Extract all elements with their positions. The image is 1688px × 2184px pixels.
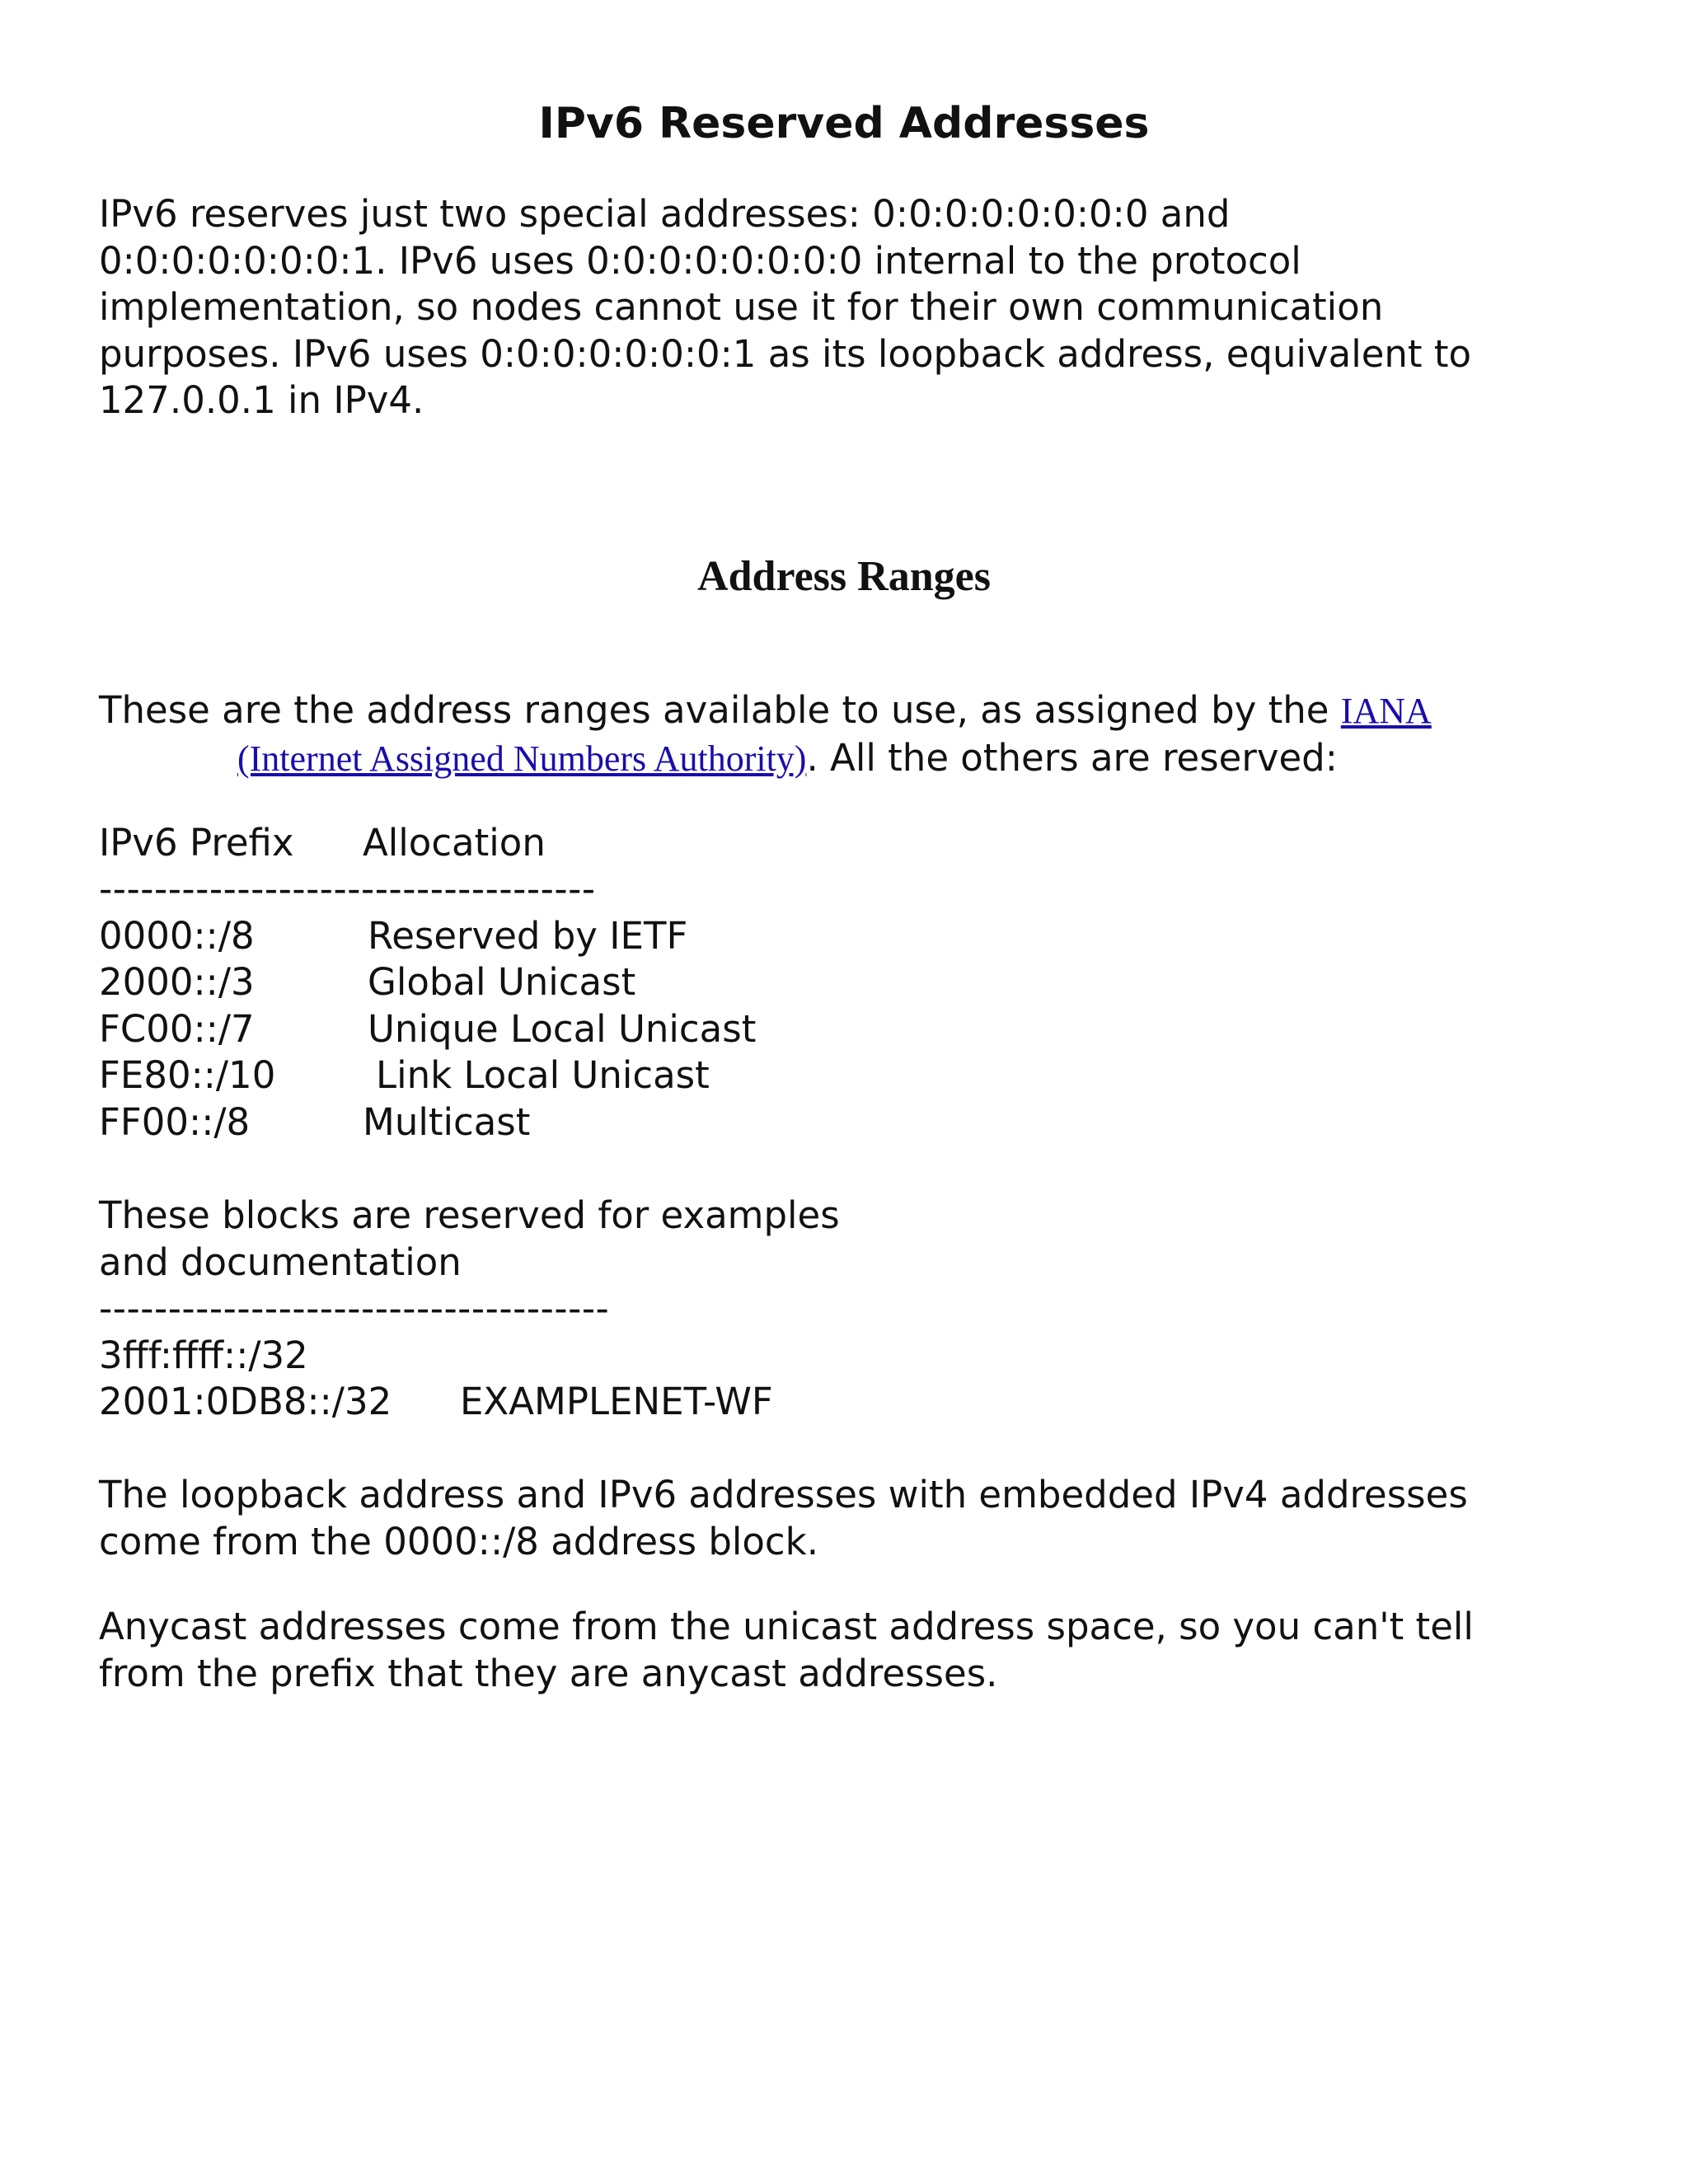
- anycast-line-2: from the prefix that they are anycast addresses.: [99, 1651, 998, 1695]
- loopback-line-2: come from the 0000::/8 address block.: [99, 1519, 819, 1563]
- intro-line-1: IPv6 reserves just two special addresses: 0:0:0:0:0:0:0:0 and: [99, 192, 1231, 236]
- row-prefix: 0000::/8: [99, 914, 255, 958]
- row-allocation: EXAMPLENET-WF: [460, 1380, 773, 1423]
- table1-rule: ------------------------------------: [99, 867, 596, 911]
- intro-paragraph: [99, 191, 1615, 424]
- ranges-intro-tail: . All the others are reserved:: [806, 735, 1338, 780]
- row-allocation: Global Unicast: [368, 960, 636, 1004]
- intro-line-3: implementation, so nodes cannot use it for their own communication: [99, 285, 1384, 329]
- row-allocation: Link Local Unicast: [376, 1053, 710, 1097]
- intro-line-2: 0:0:0:0:0:0:0:1. IPv6 uses 0:0:0:0:0:0:0:0 internal to the protocol: [99, 238, 1301, 283]
- header-allocation: Allocation: [363, 821, 546, 865]
- row-prefix: FE80::/10: [99, 1053, 276, 1097]
- ranges-intro-text: These are the address ranges available to use, as assigned by the: [99, 688, 1341, 732]
- row-prefix: FF00::/8: [99, 1100, 251, 1144]
- ranges-heading: Address Ranges: [697, 553, 991, 600]
- anycast-paragraph: [99, 1604, 1615, 1697]
- intro-line-4: purposes. IPv6 uses 0:0:0:0:0:0:0:1 as its loopback address, equivalent to: [99, 331, 1472, 376]
- row-allocation: Reserved by IETF: [368, 914, 688, 958]
- header-prefix: IPv6 Prefix: [99, 821, 294, 865]
- iana-link-part-2[interactable]: (Internet Assigned Numbers Authority): [237, 738, 807, 779]
- loopback-line-1: The loopback address and IPv6 addresses with embedded IPv4 addresses: [99, 1473, 1468, 1516]
- ranges-intro-paragraph: [99, 687, 1615, 782]
- row-prefix: 3fff:ffff::/32: [99, 1333, 308, 1377]
- iana-link-part-1[interactable]: IANA: [1340, 691, 1432, 731]
- intro-line-5: 127.0.0.1 in IPv4.: [99, 378, 424, 422]
- row-prefix: FC00::/7: [99, 1007, 255, 1051]
- ranges-intro-line-1: [99, 687, 1615, 735]
- ranges-intro-line-2: [99, 735, 1615, 783]
- row-prefix: 2001:0DB8::/32: [99, 1380, 392, 1423]
- table2-heading-line-2: and documentation: [99, 1240, 462, 1284]
- table2-heading: [99, 1193, 1615, 1286]
- row-prefix: 2000::/3: [99, 960, 255, 1004]
- loopback-paragraph: [99, 1472, 1615, 1565]
- table2-rule: -------------------------------------: [99, 1286, 610, 1330]
- table2-heading-line-1: These blocks are reserved for examples: [99, 1193, 840, 1237]
- row-allocation: Multicast: [363, 1100, 531, 1144]
- page-title: IPv6 Reserved Addresses: [538, 99, 1150, 148]
- row-allocation: Unique Local Unicast: [368, 1007, 757, 1051]
- anycast-line-1: Anycast addresses come from the unicast address space, so you can't tell: [99, 1605, 1474, 1648]
